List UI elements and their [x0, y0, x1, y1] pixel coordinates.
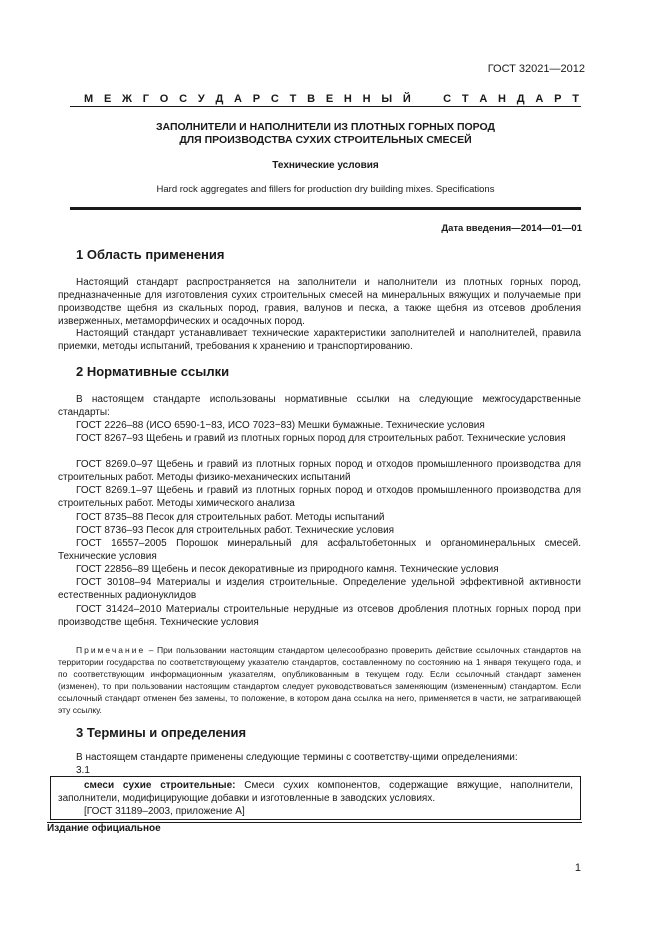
heading-letter: Н — [498, 93, 506, 105]
section-1-paragraph-1: Настоящий стандарт распространяется на заполнители и наполнители из плотных горных пород, предназначенные для изготовления сухих строительных смесей на минеральных вяжущих и получаемые при производстве щебня из скальных пород, гравия, валунов и песка, а также щебня из отсевов дробления изверженных, метаморфических и осадочных пород. — [58, 277, 581, 327]
gost-number: ГОСТ 32021—2012 — [487, 63, 585, 75]
header-rule — [70, 106, 581, 107]
heading-letter: Т — [572, 93, 579, 105]
term-name: смеси сухие строительные: — [84, 780, 236, 791]
heading-letter: Р — [554, 93, 562, 105]
heading-letter: Й — [402, 93, 411, 105]
reference-item: ГОСТ 8267–93 Щебень и гравий из плотных горных пород для строительных работ. Технические условия — [76, 433, 566, 444]
heading-letter: Ы — [381, 93, 393, 105]
heading-letter: Е — [103, 93, 112, 105]
note-block — [58, 644, 581, 716]
english-title: Hard rock aggregates and fillers for production dry building mixes. Specifications — [156, 184, 495, 195]
note-text: – При пользовании настоящим стандартом целесообразно проверить действие ссылочных стандартов на территории государства по соответствующему указателю стандартов, составленному по состоянию на 1 января текущего года, и по соответствующим информационным указателям, опубликованным в текущем году. Если ссылочный стандарт заменен (изменен), то при пользовании настоящим стандартом следует руководствоваться заменяющим (измененным) стандартом. Если ссылочный стандарт отменен без замены, то положение, в котором дана ссылка на него, применяется в части, не затрагивающей эту ссылку. — [58, 645, 581, 715]
title-line-2: ДЛЯ ПРОИЗВОДСТВА СУХИХ СТРОИТЕЛЬНЫХ СМЕСЕЙ — [179, 134, 472, 146]
standard-type-heading — [84, 93, 579, 105]
section-1-heading: 1 Область применения — [76, 247, 225, 262]
heading-letter: С — [270, 93, 279, 105]
heading-letter: У — [197, 93, 205, 105]
heading-letter: Д — [516, 93, 525, 105]
heading-letter: М — [84, 93, 94, 105]
heading-letter: Е — [325, 93, 334, 105]
heading-letter: С — [179, 93, 188, 105]
heading-letter: О — [159, 93, 169, 105]
note-label: Примечание — [76, 645, 146, 655]
section-3-heading: 3 Термины и определения — [76, 725, 247, 740]
reference-item: ГОСТ 22856–89 Щебень и песок декоративные из природного камня. Технические условия — [76, 564, 499, 575]
document-title — [70, 121, 581, 147]
heading-letter: А — [479, 93, 488, 105]
heading-letter: Т — [461, 93, 469, 105]
section-2-intro: В настоящем стандарте использованы нормативные ссылки на следующие межгосударственные стандарты: — [58, 394, 581, 418]
heading-letter: С — [443, 93, 452, 105]
title-line-1: ЗАПОЛНИТЕЛИ И НАПОЛНИТЕЛИ ИЗ ПЛОТНЫХ ГОРНЫХ ПОРОД — [155, 121, 496, 133]
heading-letter: В — [307, 93, 316, 105]
heading-letter: А — [234, 93, 242, 105]
official-edition-label: Издание официальное — [47, 823, 161, 834]
reference-item: ГОСТ 30108–94 Материалы и изделия строительные. Определение удельной эффективной активности естественных радионуклидов — [58, 577, 581, 601]
reference-item: ГОСТ 8735–88 Песок для строительных работ. Методы испытаний — [76, 512, 385, 523]
title-rule — [70, 207, 581, 210]
term-number: 3.1 — [76, 765, 90, 776]
heading-letter: Н — [343, 93, 352, 105]
section-1-paragraph-2: Настоящий стандарт устанавливает технические характеристики заполнителей и наполнителей, правила приемки, методы испытаний, требования к хранению и транспортированию. — [58, 328, 581, 352]
heading-letter: Д — [215, 93, 224, 105]
term-source: [ГОСТ 31189–2003, приложение А] — [84, 806, 245, 817]
term-definition-text: Смеси сухих компонентов, содержащие вяжущие, наполнители, заполнители, модифицирующие добавки и изготовленные в заводских условиях. — [58, 780, 573, 804]
term-text — [58, 779, 573, 805]
introduction-date: Дата введения—2014—01—01 — [441, 223, 582, 234]
heading-letter: Н — [362, 93, 371, 105]
page-number: 1 — [574, 862, 581, 874]
heading-letter: Ж — [122, 93, 132, 105]
document-subtitle: Технические условия — [272, 160, 379, 171]
reference-item: ГОСТ 16557–2005 Порошок минеральный для асфальтобетонных и органоминеральных смесей. Технические условия — [58, 538, 581, 562]
reference-item: ГОСТ 8269.0–97 Щебень и гравий из плотных горных пород и отходов промышленного производства для строительных работ. Методы физико-механических испытаний — [58, 459, 581, 483]
section-2-heading: 2 Нормативные ссылки — [76, 364, 230, 379]
term-definition — [58, 779, 573, 818]
reference-item: ГОСТ 8269.1–97 Щебень и гравий из плотных горных пород и отходов промышленного производства для строительных работ. Методы химического анализа — [58, 485, 581, 509]
section-3-intro: В настоящем стандарте применены следующие термины с соответству-щими определениями: — [76, 752, 518, 763]
heading-letter: Р — [252, 93, 261, 105]
reference-item: ГОСТ 31424–2010 Материалы строительные нерудные из отсевов дробления плотных горных пород при производстве щебня. Технические условия — [58, 604, 581, 628]
heading-letter: Г — [142, 93, 150, 105]
heading-letter: А — [535, 93, 544, 105]
heading-letter: Т — [289, 93, 297, 105]
reference-item: ГОСТ 8736–93 Песок для строительных работ. Технические условия — [76, 525, 395, 536]
reference-item: ГОСТ 2226–88 (ИСО 6590-1−83, ИСО 7023−83) Мешки бумажные. Технические условия — [76, 420, 485, 431]
